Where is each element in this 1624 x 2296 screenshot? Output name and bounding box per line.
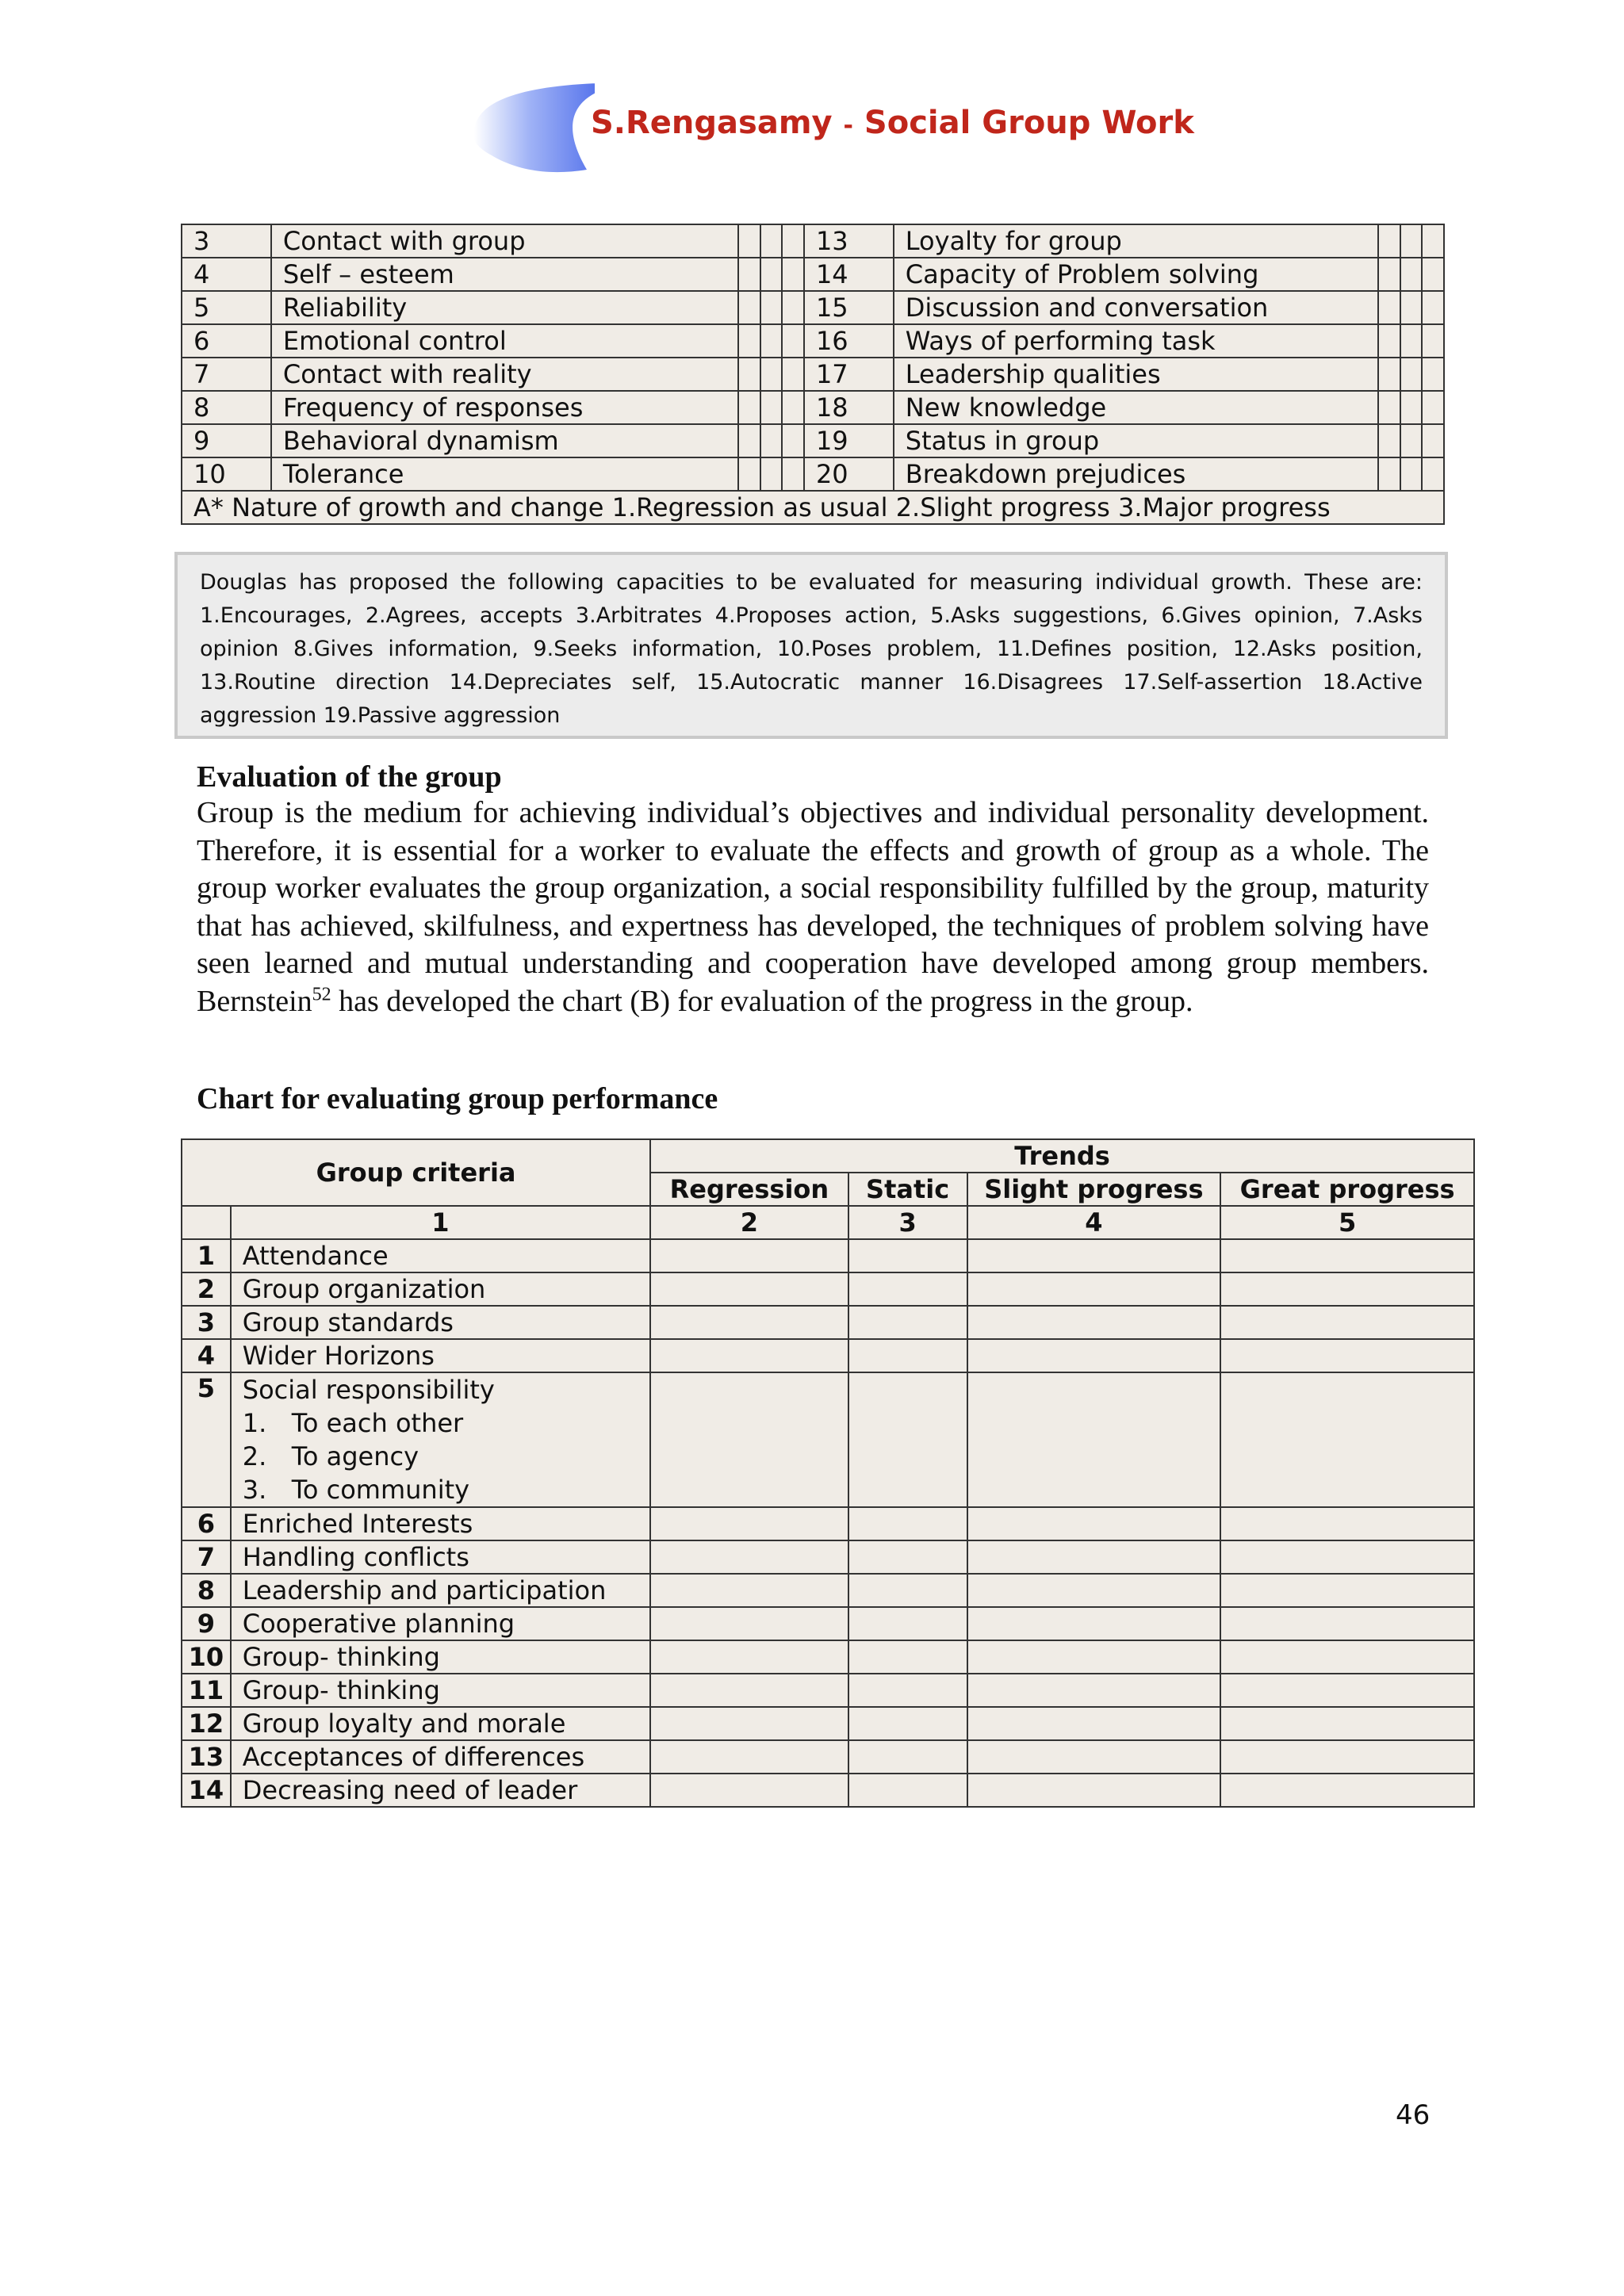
capacity-row	[182, 391, 1444, 424]
table-row	[182, 1640, 1474, 1674]
trend-rating-cell	[848, 1272, 967, 1306]
trend-rating-cell	[967, 1239, 1221, 1272]
table-row	[182, 1707, 1474, 1740]
rating-cell	[738, 391, 760, 424]
capacity-row	[182, 358, 1444, 391]
trend-rating-cell	[650, 1306, 848, 1339]
capacity-number: 18	[804, 391, 894, 424]
criteria-label	[231, 1774, 650, 1807]
rating-cell	[760, 324, 783, 358]
subitem-number: 3.	[242, 1475, 267, 1505]
rating-cell	[760, 424, 783, 457]
capacities-table	[181, 224, 1445, 525]
rating-cell	[1422, 291, 1444, 324]
rating-cell	[782, 391, 804, 424]
rating-cell	[782, 224, 804, 258]
trend-rating-cell	[848, 1306, 967, 1339]
capacity-number: 3	[182, 224, 271, 258]
table-row	[182, 1740, 1474, 1774]
subitem-number: 2.	[242, 1441, 267, 1471]
capacity-label: Behavioral dynamism	[271, 424, 738, 457]
trend-header-static: Static	[848, 1173, 967, 1206]
capacity-number: 6	[182, 324, 271, 358]
criteria-subitem	[243, 1440, 638, 1473]
criteria-label-text: Attendance	[242, 1241, 389, 1271]
table-row	[182, 1674, 1474, 1707]
trend-rating-cell	[650, 1540, 848, 1574]
rating-cell	[738, 258, 760, 291]
criteria-label-text: Group- thinking	[242, 1642, 440, 1672]
trend-rating-cell	[1220, 1507, 1474, 1540]
capacity-number: 14	[804, 258, 894, 291]
capacity-row	[182, 457, 1444, 491]
criteria-label-text: Social responsibility	[242, 1375, 495, 1405]
header-author: S.Rengasamy	[591, 105, 833, 141]
capacity-label: New knowledge	[894, 391, 1378, 424]
evaluation-section	[197, 760, 1429, 1020]
rating-cell	[1400, 424, 1423, 457]
column-number-blank	[182, 1206, 231, 1239]
trend-rating-cell	[1220, 1674, 1474, 1707]
rating-cell	[1400, 391, 1423, 424]
trend-rating-cell	[967, 1674, 1221, 1707]
capacity-number: 4	[182, 258, 271, 291]
criteria-label	[231, 1507, 650, 1540]
table-row	[182, 1574, 1474, 1607]
criteria-label-text: Leadership and participation	[242, 1575, 607, 1605]
criteria-label-text: Enriched Interests	[242, 1509, 473, 1539]
trend-rating-cell	[650, 1372, 848, 1507]
page-header	[468, 76, 1194, 179]
trend-rating-cell	[967, 1740, 1221, 1774]
trend-rating-cell	[1220, 1774, 1474, 1807]
subitem-label: To community	[291, 1475, 470, 1505]
capacity-label: Tolerance	[271, 457, 738, 491]
trend-rating-cell	[1220, 1272, 1474, 1306]
evaluation-text-end: has developed the chart (B) for evaluation of the progress in the group.	[331, 984, 1193, 1018]
capacity-label: Ways of performing task	[894, 324, 1378, 358]
rating-cell	[1422, 424, 1444, 457]
column-number-3: 3	[848, 1206, 967, 1239]
subitem-label: To agency	[291, 1441, 419, 1471]
trend-rating-cell	[650, 1507, 848, 1540]
rating-cell	[738, 424, 760, 457]
trend-rating-cell	[967, 1272, 1221, 1306]
capacity-label: Contact with group	[271, 224, 738, 258]
trend-header-regression: Regression	[650, 1173, 848, 1206]
trend-rating-cell	[1220, 1239, 1474, 1272]
criteria-label	[231, 1674, 650, 1707]
criteria-label	[231, 1339, 650, 1372]
trend-rating-cell	[967, 1507, 1221, 1540]
trend-rating-cell	[848, 1674, 967, 1707]
trend-rating-cell	[650, 1339, 848, 1372]
criteria-number: 5	[182, 1372, 231, 1507]
trend-rating-cell	[1220, 1372, 1474, 1507]
criteria-label-text: Group standards	[242, 1307, 454, 1337]
subitem-label: To each other	[291, 1408, 464, 1438]
rating-cell	[1378, 457, 1400, 491]
rating-cell	[782, 457, 804, 491]
criteria-label-text: Decreasing need of leader	[242, 1775, 578, 1805]
criteria-number: 6	[182, 1507, 231, 1540]
douglas-text: Douglas has proposed the following capacities to be evaluated for measuring individual growth. These are: 1.Encourages, 2.Agrees, accepts 3.Arbitrates 4.Proposes action, 5.Asks suggestions, 6.Gives opinion, 7.Asks opinion 8.Gives information, 9.Seeks information, 10.Poses problem, 11.Defines position, 12.Asks position, 13.Routine direction 14.Depreciates self, 15.Autocratic manner 16.Disagrees 17.Self-assertion 18.Active aggression 19.Passive aggression	[200, 570, 1423, 728]
evaluation-text: Group is the medium for achieving individual’s objectives and individual personality development. Therefore, it is essential for a worker to evaluate the effects and growth of group as a whole. The group worker evaluates the group organization, a social responsibility fulfilled by the group, maturity that has achieved, skilfulness, and expertness has developed, the techniques of problem solving have seen learned and mutual understanding and cooperation have developed among group members. Bernstein	[197, 796, 1429, 1018]
douglas-capacities-box	[174, 552, 1448, 739]
trend-rating-cell	[650, 1707, 848, 1740]
criteria-label	[231, 1740, 650, 1774]
capacity-label: Contact with reality	[271, 358, 738, 391]
trend-header-great-progress: Great progress	[1220, 1173, 1474, 1206]
criteria-label-text: Handling conflicts	[242, 1542, 469, 1572]
capacity-label: Breakdown prejudices	[894, 457, 1378, 491]
trend-rating-cell	[650, 1272, 848, 1306]
rating-cell	[1422, 391, 1444, 424]
rating-cell	[1378, 391, 1400, 424]
rating-cell	[1422, 457, 1444, 491]
trend-rating-cell	[848, 1607, 967, 1640]
trend-rating-cell	[967, 1540, 1221, 1574]
rating-cell	[1378, 324, 1400, 358]
table-row	[182, 1239, 1474, 1272]
capacity-label: Loyalty for group	[894, 224, 1378, 258]
growth-legend-note: A* Nature of growth and change 1.Regression as usual 2.Slight progress 3.Major progress	[182, 491, 1444, 524]
rating-cell	[1378, 291, 1400, 324]
column-number-5: 5	[1220, 1206, 1474, 1239]
trend-rating-cell	[650, 1640, 848, 1674]
capacity-row	[182, 258, 1444, 291]
trend-rating-cell	[848, 1740, 967, 1774]
column-number-2: 2	[650, 1206, 848, 1239]
trend-rating-cell	[848, 1707, 967, 1740]
criteria-label-text: Group organization	[242, 1274, 486, 1304]
capacity-label: Self – esteem	[271, 258, 738, 291]
criteria-subitem	[243, 1406, 638, 1440]
trend-rating-cell	[967, 1607, 1221, 1640]
table-row	[182, 1339, 1474, 1372]
rating-cell	[738, 324, 760, 358]
trend-rating-cell	[1220, 1339, 1474, 1372]
table-row	[182, 1306, 1474, 1339]
table-row	[182, 1774, 1474, 1807]
table-row	[182, 1372, 1474, 1507]
rating-cell	[1422, 358, 1444, 391]
criteria-number: 7	[182, 1540, 231, 1574]
criteria-number: 12	[182, 1707, 231, 1740]
header-title	[591, 105, 1194, 141]
criteria-number: 10	[182, 1640, 231, 1674]
rating-cell	[760, 457, 783, 491]
capacity-number: 15	[804, 291, 894, 324]
trend-rating-cell	[848, 1540, 967, 1574]
criteria-label	[231, 1574, 650, 1607]
criteria-number: 13	[182, 1740, 231, 1774]
trend-rating-cell	[650, 1674, 848, 1707]
group-performance-chart	[181, 1138, 1475, 1808]
capacity-number: 20	[804, 457, 894, 491]
criteria-label-text: Group- thinking	[242, 1675, 440, 1705]
criteria-label	[231, 1372, 650, 1507]
capacity-row	[182, 324, 1444, 358]
rating-cell	[1400, 291, 1423, 324]
rating-cell	[782, 358, 804, 391]
criteria-label-text: Cooperative planning	[242, 1609, 515, 1639]
trend-rating-cell	[967, 1372, 1221, 1507]
rating-cell	[1400, 224, 1423, 258]
rating-cell	[1378, 358, 1400, 391]
trend-rating-cell	[1220, 1574, 1474, 1607]
criteria-label	[231, 1239, 650, 1272]
trend-rating-cell	[1220, 1306, 1474, 1339]
evaluation-paragraph	[197, 794, 1429, 1020]
capacity-number: 9	[182, 424, 271, 457]
criteria-number: 2	[182, 1272, 231, 1306]
rating-cell	[760, 291, 783, 324]
trends-header: Trends	[650, 1139, 1474, 1173]
rating-cell	[1378, 258, 1400, 291]
criteria-number: 3	[182, 1306, 231, 1339]
trend-rating-cell	[967, 1774, 1221, 1807]
trend-rating-cell	[1220, 1740, 1474, 1774]
capacity-label: Frequency of responses	[271, 391, 738, 424]
capacity-number: 5	[182, 291, 271, 324]
capacity-label: Capacity of Problem solving	[894, 258, 1378, 291]
rating-cell	[1378, 424, 1400, 457]
rating-cell	[1378, 224, 1400, 258]
trend-rating-cell	[967, 1707, 1221, 1740]
capacity-row	[182, 224, 1444, 258]
capacity-number: 17	[804, 358, 894, 391]
trend-rating-cell	[967, 1640, 1221, 1674]
trend-rating-cell	[967, 1306, 1221, 1339]
capacity-number: 16	[804, 324, 894, 358]
rating-cell	[760, 391, 783, 424]
trend-rating-cell	[650, 1774, 848, 1807]
table-row	[182, 1272, 1474, 1306]
group-criteria-header: Group criteria	[182, 1139, 650, 1206]
criteria-label	[231, 1707, 650, 1740]
trend-rating-cell	[848, 1339, 967, 1372]
criteria-number: 11	[182, 1674, 231, 1707]
rating-cell	[1422, 324, 1444, 358]
evaluation-heading: Evaluation of the group	[197, 760, 502, 794]
trend-rating-cell	[848, 1640, 967, 1674]
rating-cell	[1422, 224, 1444, 258]
capacity-number: 13	[804, 224, 894, 258]
capacity-label: Discussion and conversation	[894, 291, 1378, 324]
rating-cell	[760, 224, 783, 258]
table-row	[182, 1540, 1474, 1574]
criteria-number: 8	[182, 1574, 231, 1607]
trend-rating-cell	[1220, 1707, 1474, 1740]
rating-cell	[1400, 324, 1423, 358]
capacity-number: 19	[804, 424, 894, 457]
trend-rating-cell	[650, 1607, 848, 1640]
rating-cell	[738, 291, 760, 324]
trend-rating-cell	[650, 1740, 848, 1774]
capacity-label: Status in group	[894, 424, 1378, 457]
rating-cell	[782, 258, 804, 291]
trend-rating-cell	[967, 1574, 1221, 1607]
capacity-number: 8	[182, 391, 271, 424]
header-book-title: Social Group Work	[864, 105, 1194, 141]
rating-cell	[760, 358, 783, 391]
swoosh-logo-icon	[468, 76, 595, 179]
capacity-label: Leadership qualities	[894, 358, 1378, 391]
rating-cell	[782, 291, 804, 324]
trend-rating-cell	[848, 1774, 967, 1807]
rating-cell	[1422, 258, 1444, 291]
rating-cell	[760, 258, 783, 291]
criteria-label-text: Group loyalty and morale	[242, 1709, 566, 1739]
rating-cell	[1400, 358, 1423, 391]
rating-cell	[782, 424, 804, 457]
capacity-label: Emotional control	[271, 324, 738, 358]
capacity-number: 7	[182, 358, 271, 391]
rating-cell	[738, 224, 760, 258]
trend-rating-cell	[650, 1574, 848, 1607]
rating-cell	[1400, 258, 1423, 291]
criteria-label-text: Acceptances of differences	[242, 1742, 585, 1772]
capacity-note-row	[182, 491, 1444, 524]
criteria-subitem	[243, 1473, 638, 1506]
capacity-row	[182, 424, 1444, 457]
trend-header-slight-progress: Slight progress	[967, 1173, 1221, 1206]
column-number-1: 1	[231, 1206, 650, 1239]
header-separator: -	[843, 112, 853, 140]
trend-rating-cell	[1220, 1540, 1474, 1574]
page-number: 46	[1396, 2099, 1431, 2131]
trend-rating-cell	[848, 1239, 967, 1272]
subitem-number: 1.	[242, 1408, 267, 1438]
criteria-label	[231, 1540, 650, 1574]
capacity-label: Reliability	[271, 291, 738, 324]
criteria-label	[231, 1607, 650, 1640]
table-row	[182, 1507, 1474, 1540]
trend-rating-cell	[848, 1574, 967, 1607]
trend-rating-cell	[1220, 1607, 1474, 1640]
rating-cell	[1400, 457, 1423, 491]
criteria-label	[231, 1272, 650, 1306]
rating-cell	[738, 358, 760, 391]
criteria-label	[231, 1306, 650, 1339]
trend-rating-cell	[650, 1239, 848, 1272]
capacity-row	[182, 291, 1444, 324]
criteria-label	[231, 1640, 650, 1674]
criteria-number: 1	[182, 1239, 231, 1272]
criteria-label-text: Wider Horizons	[242, 1341, 435, 1371]
capacity-number: 10	[182, 457, 271, 491]
trend-rating-cell	[848, 1507, 967, 1540]
criteria-number: 14	[182, 1774, 231, 1807]
chart-heading: Chart for evaluating group performance	[197, 1082, 718, 1115]
criteria-number: 9	[182, 1607, 231, 1640]
criteria-number: 4	[182, 1339, 231, 1372]
rating-cell	[738, 457, 760, 491]
rating-cell	[782, 324, 804, 358]
column-number-4: 4	[967, 1206, 1221, 1239]
trend-rating-cell	[1220, 1640, 1474, 1674]
trend-rating-cell	[967, 1339, 1221, 1372]
footnote-ref: 52	[312, 983, 331, 1004]
table-row	[182, 1607, 1474, 1640]
trend-rating-cell	[848, 1372, 967, 1507]
